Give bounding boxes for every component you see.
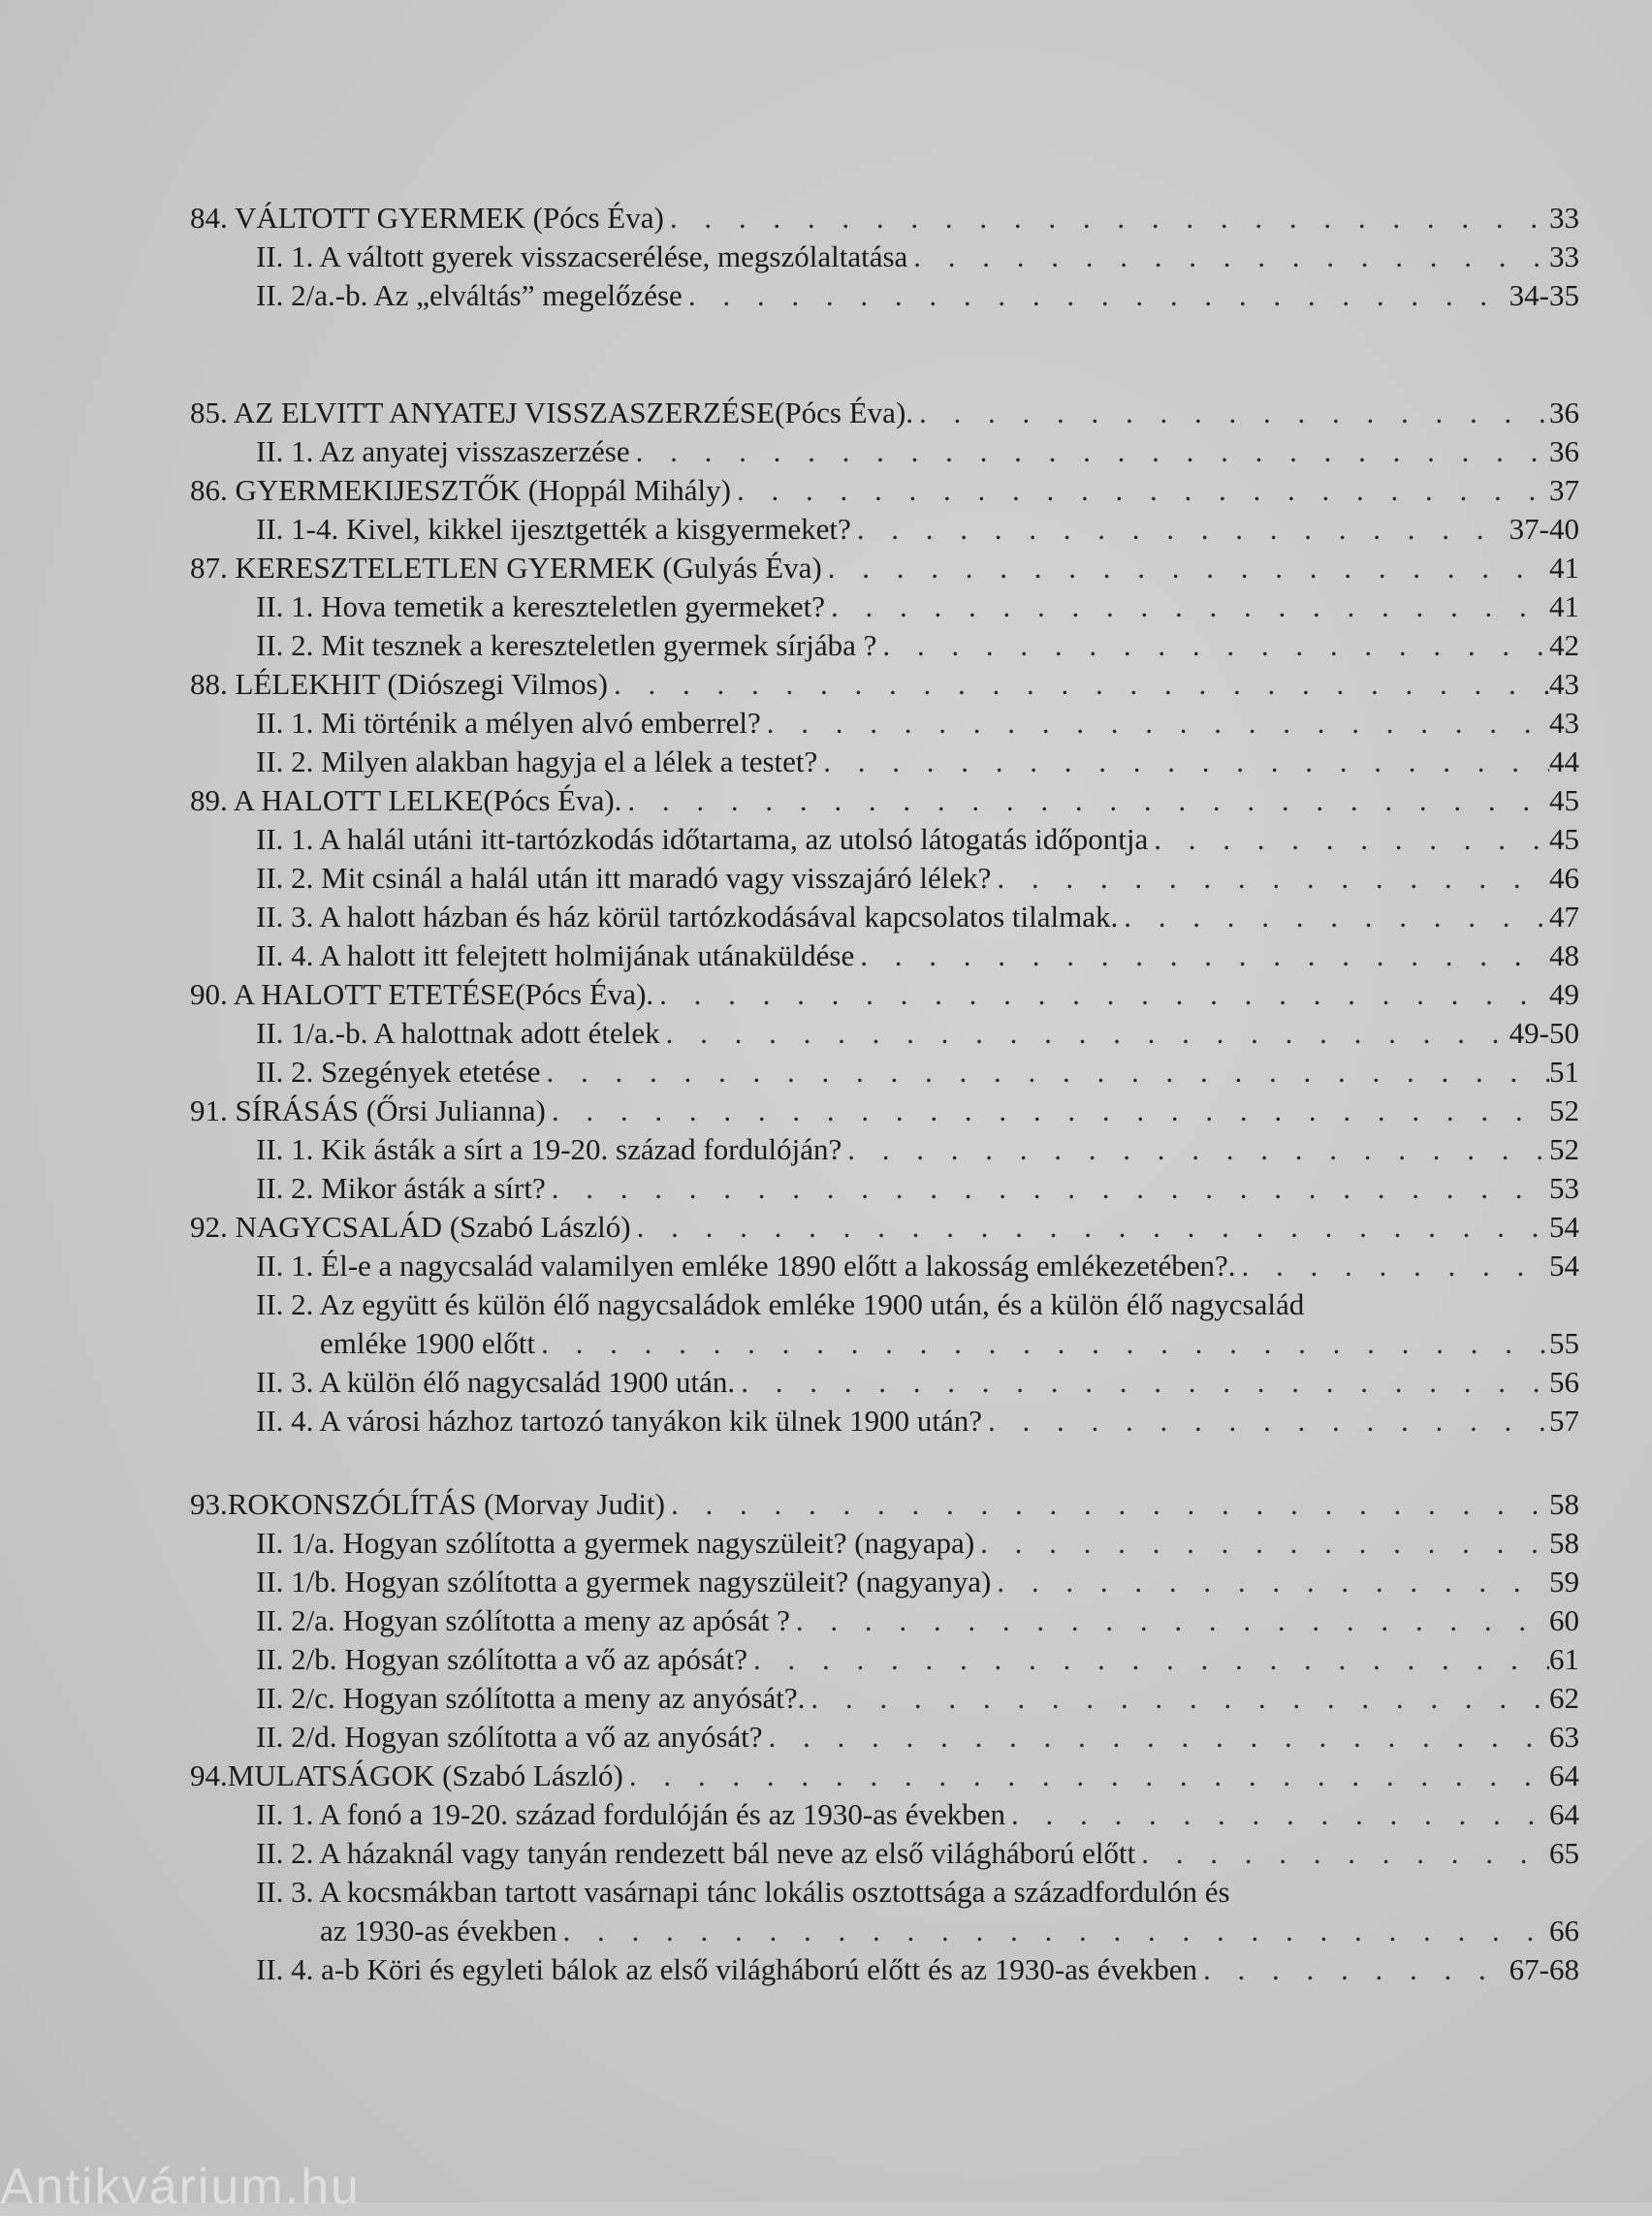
toc-entry-title: 86. GYERMEKIJESZTŐK (Hoppál Mihály) (190, 473, 731, 507)
dot-leader (630, 432, 1549, 471)
dot-leader (991, 1563, 1549, 1601)
toc-entry (190, 471, 1579, 510)
toc-entry-page-number: 49-50 (1509, 1016, 1579, 1050)
toc-entry-page-number: 61 (1549, 1642, 1579, 1676)
dot-leader (747, 1640, 1549, 1679)
toc-entry-title: 90. A HALOTT ETETÉSE(Pócs Éva). (190, 977, 654, 1011)
toc-entry (190, 665, 1579, 704)
dot-leader (876, 626, 1549, 665)
dot-leader (608, 665, 1549, 704)
toc-entry-title: 87. KERESZTELETLEN GYERMEK (Gulyás Éva) (190, 551, 822, 585)
toc-entry-title: II. 2. Mikor ásták a sírt? (256, 1171, 546, 1205)
toc-entry-page-number: 34-35 (1509, 278, 1579, 312)
dot-leader (683, 276, 1509, 315)
toc-entry (256, 1363, 1579, 1402)
toc-entry (256, 432, 1579, 471)
toc-entry-title: II. 1/b. Hogyan szólította a gyermek nagyszüleit? (nagyanya) (256, 1565, 992, 1599)
toc-entry-page-number: 41 (1549, 551, 1579, 585)
toc-entry-title: II. 1. Hova temetik a kereszteletlen gyermeket? (256, 589, 826, 623)
toc-entry-title: 91. SÍRÁSÁS (Őrsi Julianna) (190, 1093, 546, 1127)
toc-entry-page-number: 47 (1549, 900, 1579, 934)
dot-leader (974, 1524, 1549, 1563)
toc-entry-title: II. 1-4. Kivel, kikkel ijesztgették a kisgyermeket? (256, 512, 851, 546)
toc-entry (256, 1795, 1579, 1834)
toc-entry (190, 394, 1579, 432)
toc-entry-page-number: 57 (1549, 1404, 1579, 1438)
dot-leader (621, 781, 1549, 820)
toc-entry (320, 1912, 1579, 1950)
toc-entry-page-number: 58 (1549, 1487, 1579, 1521)
toc-entry (190, 975, 1579, 1014)
toc-entry-title: emléke 1900 előtt (320, 1326, 536, 1360)
toc-entry (190, 1485, 1579, 1524)
toc-entry-title: II. 1/a. Hogyan szólította a gyermek nagyszüleit? (nagyapa) (256, 1526, 975, 1560)
dot-leader (665, 1485, 1549, 1524)
dot-leader (546, 1169, 1549, 1208)
dot-leader (825, 587, 1549, 626)
toc-entry-page-number: 58 (1549, 1526, 1579, 1560)
dot-leader (851, 510, 1509, 549)
toc-entry (256, 1402, 1579, 1440)
toc-entry-page-number: 36 (1549, 434, 1579, 468)
toc-entry-page-number: 33 (1549, 201, 1579, 235)
dot-leader (1236, 1247, 1549, 1285)
dot-leader (1118, 898, 1549, 936)
toc-entry-page-number: 45 (1549, 783, 1579, 817)
dot-leader (546, 1092, 1549, 1130)
toc-entry-title: II. 2/b. Hogyan szólította a vő az apósát? (256, 1642, 748, 1676)
toc-entry-title: II. 2. Szegények etetése (256, 1055, 541, 1089)
dot-leader (1197, 1950, 1509, 1989)
toc-entry-page-number: 44 (1549, 744, 1579, 778)
toc-entry-page-number: 62 (1549, 1681, 1579, 1715)
toc-entry (256, 936, 1579, 975)
toc-entry (256, 1247, 1579, 1285)
toc-entry-title: II. 2/c. Hogyan szólította a meny az anyósát?. (256, 1681, 806, 1715)
toc-entry-page-number: 52 (1549, 1132, 1579, 1166)
dot-leader (653, 975, 1549, 1014)
dot-leader (907, 237, 1549, 276)
toc-entry-page-number: 66 (1549, 1914, 1579, 1947)
toc-entry-title: 84. VÁLTOTT GYERMEK (Pócs Éva) (190, 201, 664, 235)
toc-entry-page-number: 37-40 (1509, 512, 1579, 546)
toc-entry-title: az 1930-as években (320, 1914, 557, 1947)
toc-entry-title: II. 1. Mi történik a mélyen alvó emberrel? (256, 706, 761, 740)
dot-leader (631, 1208, 1549, 1247)
toc-entry-title: II. 3. A kocsmákban tartott vasárnapi tánc lokális osztottsága a századfordulón és (256, 1875, 1230, 1909)
toc-entry (256, 1014, 1579, 1053)
toc-entry (190, 1092, 1579, 1130)
toc-entry (190, 199, 1579, 237)
toc-entry-page-number: 46 (1549, 861, 1579, 895)
dot-leader (991, 859, 1549, 898)
toc-entry-page-number: 49 (1549, 977, 1579, 1011)
toc-entry-title: II. 4. A halott itt felejtett holmijának utánaküldése (256, 938, 855, 972)
dot-leader (761, 704, 1549, 743)
toc-entry (190, 1208, 1579, 1247)
toc-entry (256, 898, 1579, 936)
dot-leader (913, 394, 1549, 432)
dot-leader (822, 549, 1549, 587)
toc-entry (256, 1130, 1579, 1169)
toc-entry (190, 549, 1579, 587)
toc-entry (256, 1053, 1579, 1092)
dot-leader (1135, 1834, 1549, 1873)
toc-entry (256, 1563, 1579, 1601)
toc-entry (190, 1757, 1579, 1795)
dot-leader (735, 1363, 1549, 1402)
dot-leader (805, 1679, 1549, 1718)
dot-leader (842, 1130, 1549, 1169)
toc-entry-page-number: 59 (1549, 1565, 1579, 1599)
toc-entry (256, 1873, 1579, 1912)
dot-leader (623, 1757, 1549, 1795)
toc-entry (256, 1950, 1579, 1989)
toc-entry-title: II. 2/d. Hogyan szólította a vő az anyósát? (256, 1720, 763, 1754)
toc-entry (190, 781, 1579, 820)
dot-leader (541, 1053, 1549, 1092)
dot-leader (1148, 820, 1549, 859)
toc-entry (320, 1324, 1579, 1363)
toc-entry-title: II. 1. Kik ásták a sírt a 19-20. század fordulóján? (256, 1132, 842, 1166)
toc-entry-title: II. 2. Mit tesznek a kereszteletlen gyermek sírjába ? (256, 628, 877, 662)
toc-entry-title: II. 4. a-b Köri és egyleti bálok az első világháború előtt és az 1930-as években (256, 1952, 1197, 1986)
toc-entry-page-number: 42 (1549, 628, 1579, 662)
toc-entry-page-number: 56 (1549, 1365, 1579, 1399)
toc-entry-title: II. 3. A halott házban és ház körül tartózkodásával kapcsolatos tilalmak. (256, 900, 1119, 934)
toc-entry-page-number: 36 (1549, 396, 1579, 429)
toc-entry (256, 587, 1579, 626)
toc-entry (256, 1718, 1579, 1757)
toc-entry-page-number: 63 (1549, 1720, 1579, 1754)
toc-entry-page-number: 52 (1549, 1093, 1579, 1127)
toc-entry-page-number: 45 (1549, 822, 1579, 856)
toc-entry-page-number: 64 (1549, 1797, 1579, 1831)
dot-leader (1005, 1795, 1549, 1834)
dot-leader (982, 1402, 1549, 1440)
toc-entry-title: II. 2. Milyen alakban hagyja el a lélek a testet? (256, 744, 818, 778)
dot-leader (790, 1601, 1549, 1640)
toc-entry (256, 1601, 1579, 1640)
toc-entry-title: II. 2. Mit csinál a halál után itt maradó vagy visszajáró lélek? (256, 861, 992, 895)
dot-leader (660, 1014, 1509, 1053)
dot-leader (763, 1718, 1549, 1757)
toc-entry-title: 85. AZ ELVITT ANYATEJ VISSZASZERZÉSE(Pócs Éva). (190, 396, 914, 429)
toc-entry (256, 1834, 1579, 1873)
dot-leader (731, 471, 1549, 510)
toc-entry (256, 743, 1579, 781)
toc-entry-page-number: 55 (1549, 1326, 1579, 1360)
toc-entry-title: II. 1. A fonó a 19-20. század fordulóján és az 1930-as években (256, 1797, 1006, 1831)
toc-entry-page-number: 54 (1549, 1210, 1579, 1244)
toc-entry-title: II. 1/a.-b. A halottnak adott ételek (256, 1016, 660, 1050)
toc-entry-page-number: 60 (1549, 1603, 1579, 1637)
toc-entry-page-number: 67-68 (1509, 1952, 1579, 1986)
toc-entry (256, 626, 1579, 665)
toc-entry-title: II. 1. Él-e a nagycsalád valamilyen emléke 1890 előtt a lakosság emlékezetében?. (256, 1249, 1236, 1282)
toc-entry (256, 276, 1579, 315)
dot-leader (556, 1912, 1549, 1950)
toc-entry-page-number: 65 (1549, 1836, 1579, 1870)
toc-entry-title: II. 1. A váltott gyerek visszacserélése, megszólaltatása (256, 239, 908, 273)
toc-entry (256, 510, 1579, 549)
toc-entry-page-number: 53 (1549, 1171, 1579, 1205)
toc-entry (256, 1640, 1579, 1679)
toc-entry-page-number: 41 (1549, 589, 1579, 623)
toc-entry-title: 94.MULATSÁGOK (Szabó László) (190, 1758, 623, 1792)
toc-entry (256, 1169, 1579, 1208)
toc-entry-title: II. 2/a.-b. Az „elváltás” megelőzése (256, 278, 683, 312)
watermark: Antikvárium.hu (0, 2159, 361, 2215)
toc-entry (256, 820, 1579, 859)
toc-entry-page-number: 48 (1549, 938, 1579, 972)
toc-entry-title: 92. NAGYCSALÁD (Szabó László) (190, 1210, 631, 1244)
toc-entry-page-number: 64 (1549, 1758, 1579, 1792)
toc-entry-title: II. 2. Az együtt és külön élő nagycsaládok emléke 1900 után, és a külön élő nagycsalád (256, 1287, 1305, 1321)
toc-entry-title: II. 2/a. Hogyan szólította a meny az apósát ? (256, 1603, 790, 1637)
toc-entry-page-number: 51 (1549, 1055, 1579, 1089)
toc-entry-title: II. 3. A külön élő nagycsalád 1900 után. (256, 1365, 736, 1399)
toc-entry-title: II. 1. Az anyatej visszaszerzése (256, 434, 630, 468)
toc-entry (256, 1285, 1579, 1324)
toc-entry (256, 704, 1579, 743)
dot-leader (535, 1324, 1549, 1363)
toc-entry-page-number: 33 (1549, 239, 1579, 273)
toc-entry (256, 1524, 1579, 1563)
toc-entry-title: II. 2. A házaknál vagy tanyán rendezett bál neve az első világháború előtt (256, 1836, 1136, 1870)
toc-entry-page-number: 37 (1549, 473, 1579, 507)
toc-entry (256, 1679, 1579, 1718)
toc-entry-title: 89. A HALOTT LELKE(Pócs Éva). (190, 783, 622, 817)
toc-entry-title: 93.ROKONSZÓLÍTÁS (Morvay Judit) (190, 1487, 665, 1521)
toc-entry-title: II. 1. A halál utáni itt-tartózkodás időtartama, az utolsó látogatás időpontja (256, 822, 1149, 856)
toc-entry-page-number: 54 (1549, 1249, 1579, 1282)
toc-entry-page-number: 43 (1549, 667, 1579, 701)
toc-entry-title: II. 4. A városi házhoz tartozó tanyákon kik ülnek 1900 után? (256, 1404, 982, 1438)
dot-leader (817, 743, 1549, 781)
toc-entry (256, 237, 1579, 276)
toc-entry-page-number: 43 (1549, 706, 1579, 740)
toc-entry-title: 88. LÉLEKHIT (Diószegi Vilmos) (190, 667, 608, 701)
toc-entry (256, 859, 1579, 898)
dot-leader (854, 936, 1549, 975)
dot-leader (664, 199, 1549, 237)
